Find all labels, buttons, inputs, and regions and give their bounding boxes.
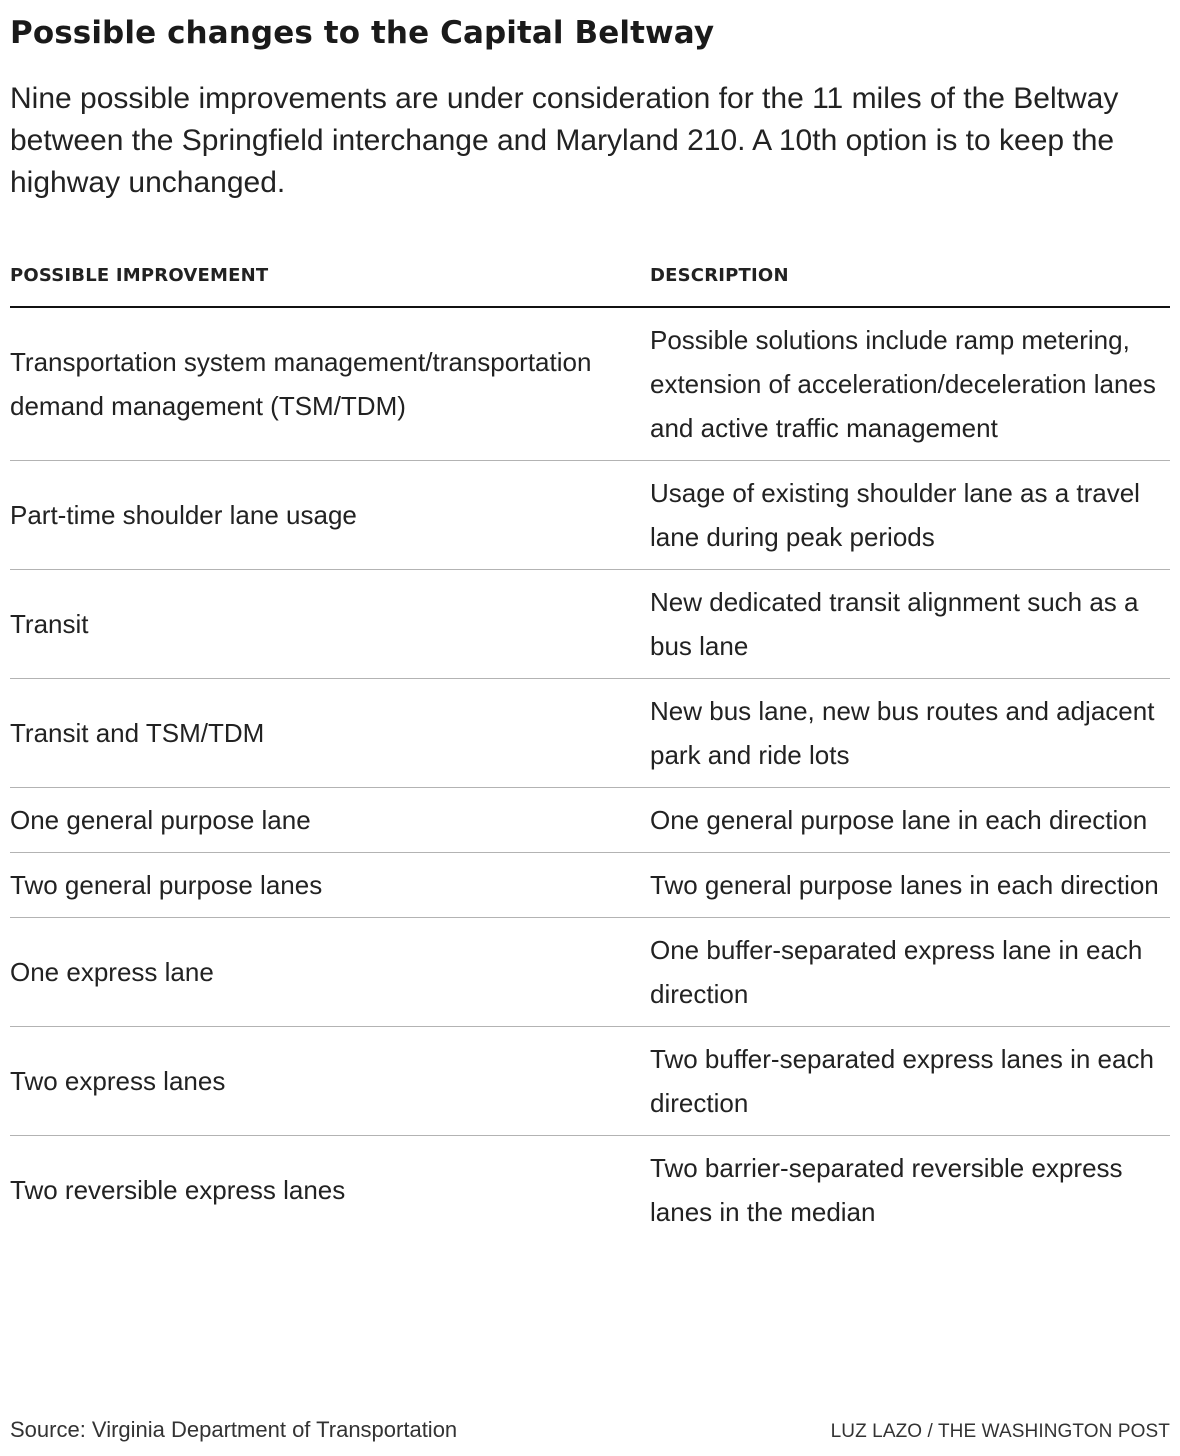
- description-cell: One general purpose lane in each direction: [650, 805, 1148, 835]
- improvement-cell: Transportation system management/transportation demand management (TSM/TDM): [10, 347, 592, 421]
- description-cell: New bus lane, new bus routes and adjacent park and ride lots: [650, 696, 1155, 770]
- description-cell: Usage of existing shoulder lane as a travel lane during peak periods: [650, 478, 1140, 552]
- improvement-cell: Two general purpose lanes: [10, 870, 323, 900]
- improvement-cell: Part-time shoulder lane usage: [10, 500, 357, 530]
- table-row: [10, 918, 1170, 1027]
- table-row: [10, 788, 1170, 853]
- table-row: [10, 308, 1170, 461]
- table-row: [10, 679, 1170, 788]
- improvement-cell: One express lane: [10, 957, 214, 987]
- description-cell: Two barrier-separated reversible express lanes in the median: [650, 1153, 1123, 1227]
- table-header: [10, 250, 1170, 308]
- subtitle: Nine possible improvements are under consideration for the 11 miles of the Beltway between the Springfield interchange and Maryland 210. A 10th option is to keep the highway unchanged.: [10, 82, 1119, 199]
- description-cell: Possible solutions include ramp metering, extension of acceleration/deceleration lanes and active traffic management: [650, 325, 1156, 443]
- description-cell: New dedicated transit alignment such as a bus lane: [650, 587, 1139, 661]
- improvement-cell: One general purpose lane: [10, 805, 311, 835]
- description-cell: Two general purpose lanes in each direction: [650, 870, 1159, 900]
- table-row: [10, 1136, 1170, 1244]
- page-title: Possible changes to the Capital Beltway: [10, 15, 715, 51]
- footer: [10, 1414, 1170, 1446]
- credit-line: LUZ LAZO / THE WASHINGTON POST: [830, 1421, 1170, 1442]
- description-cell: Two buffer-separated express lanes in each direction: [650, 1044, 1154, 1118]
- column-header-description: DESCRIPTION: [650, 265, 789, 286]
- improvements-table: [10, 250, 1170, 1244]
- table-body: [10, 308, 1170, 1244]
- source-note: Source: Virginia Department of Transportation: [10, 1417, 458, 1442]
- column-header-improvement: POSSIBLE IMPROVEMENT: [10, 265, 269, 286]
- improvement-cell: Transit and TSM/TDM: [10, 718, 265, 748]
- table-row: [10, 853, 1170, 918]
- improvement-cell: Two reversible express lanes: [10, 1175, 346, 1205]
- improvement-cell: Transit: [10, 609, 89, 639]
- table-row: [10, 570, 1170, 679]
- description-cell: One buffer-separated express lane in each direction: [650, 935, 1143, 1009]
- improvement-cell: Two express lanes: [10, 1066, 226, 1096]
- table-row: [10, 461, 1170, 570]
- table-row: [10, 1027, 1170, 1136]
